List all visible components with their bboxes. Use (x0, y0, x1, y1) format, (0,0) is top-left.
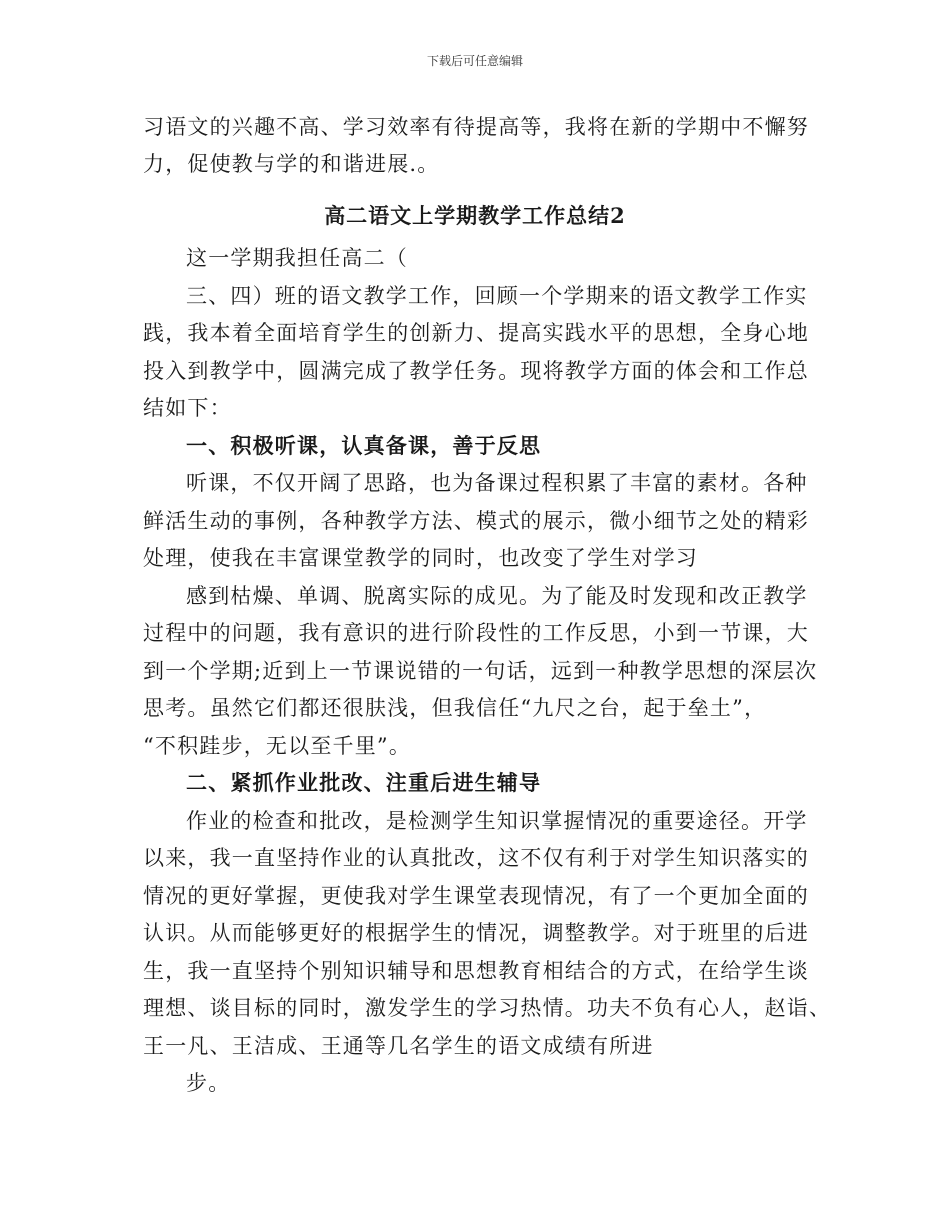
paragraph-line: 感到枯燥、单调、脱离实际的成见。为了能及时发现和改正教学 (186, 584, 808, 608)
paragraph-line: 投入到教学中，圆满完成了教学任务。现将教学方面的体会和工作总 (143, 359, 809, 383)
paragraph-line: 以来，我一直坚持作业的认真批改，这不仅有利于对学生知识落实的 (143, 846, 809, 870)
paragraph-line: 理想、谈目标的同时，激发学生的学习热情。功夫不负有心人，赵诣、 (143, 996, 832, 1020)
paragraph-line: “不积跬步，无以至千里”。 (143, 734, 412, 758)
paragraph-line: 这一学期我担任高二（ (186, 246, 408, 270)
section-title: 高二语文上学期教学工作总结2 (324, 203, 626, 228)
paragraph-line: 三、四）班的语文教学工作，回顾一个学期来的语文教学工作实 (186, 284, 808, 308)
paragraph-line: 王一凡、王洁成、王通等几名学生的语文成绩有所进 (143, 1034, 654, 1058)
paragraph-line: 思考。虽然它们都还很肤浅，但我信任“九尺之台，起于垒土”， (143, 696, 767, 720)
paragraph-line: 鲜活生动的事例，各种教学方法、模式的展示，微小细节之处的精彩 (143, 509, 809, 533)
heading-two: 二、紧抓作业批改、注重后进生辅导 (186, 770, 542, 795)
page-header: 下载后可任意编辑 (426, 54, 523, 68)
paragraph-line: 力，促使教与学的和谐进展.。 (143, 152, 440, 176)
paragraph-line: 到一个学期;近到上一节课说错的一句话，远到一种教学思想的深层次 (143, 659, 818, 683)
paragraph-line: 作业的检查和批改，是检测学生知识掌握情况的重要途径。开学 (186, 809, 808, 833)
paragraph-line: 生，我一直坚持个别知识辅导和思想教育相结合的方式，在给学生谈 (143, 959, 809, 983)
paragraph-line: 处理，使我在丰富课堂教学的同时，也改变了学生对学习 (143, 546, 698, 570)
paragraph-line: 习语文的兴趣不高、学习效率有待提高等，我将在新的学期中不懈努 (143, 115, 809, 139)
paragraph-line: 过程中的问题，我有意识的进行阶段性的工作反思，小到一节课，大 (143, 621, 809, 645)
paragraph-line: 认识。从而能够更好的根据学生的情况，调整教学。对于班里的后进 (143, 921, 809, 945)
paragraph-line: 听课，不仅开阔了思路，也为备课过程积累了丰富的素材。各种 (186, 471, 808, 495)
paragraph-line: 情况的更好掌握，更使我对学生课堂表现情况，有了一个更加全面的 (143, 884, 809, 908)
paragraph-line: 步。 (186, 1071, 231, 1095)
heading-one: 一、积极听课，认真备课，善于反思 (186, 433, 542, 458)
paragraph-line: 结如下： (143, 396, 232, 420)
paragraph-line: 践，我本着全面培育学生的创新力、提高实践水平的思想，全身心地 (143, 321, 809, 345)
